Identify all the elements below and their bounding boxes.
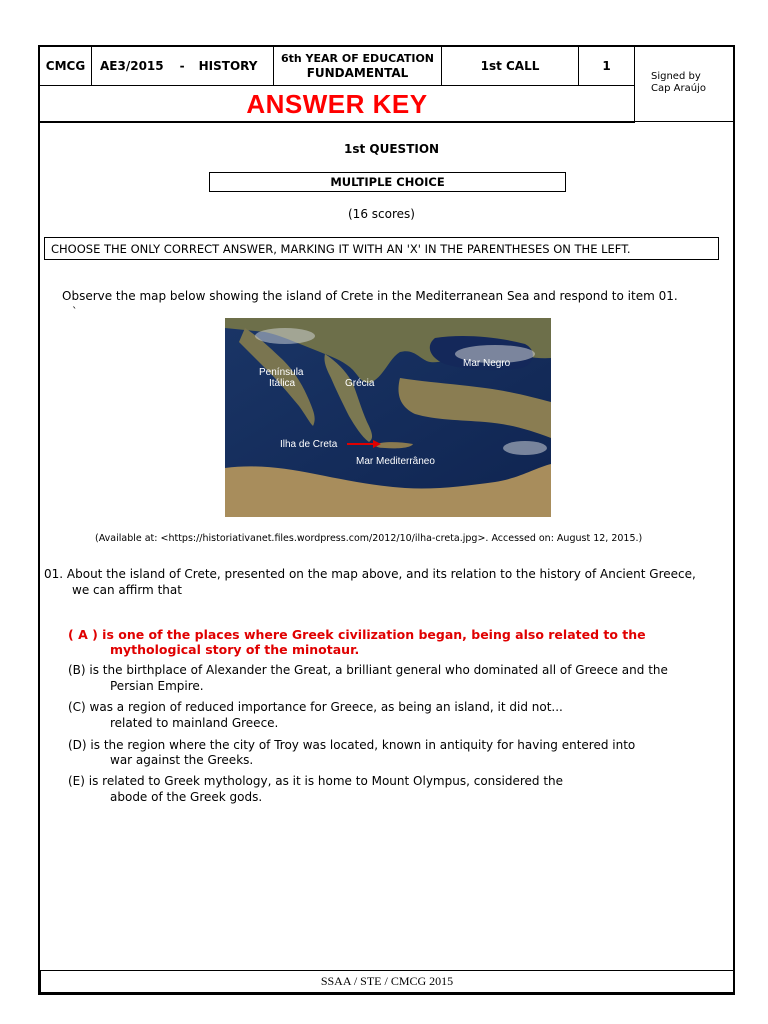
header-school [40,47,92,86]
option-a-line-1: ( A ) is one of the places where Greek civilization began, being also related to the [68,627,646,642]
header-call [442,47,579,86]
option-e-line-2: abode of the Greek gods. [110,790,263,804]
option-b-line-1: (B) is the birthplace of Alexander the Great, a brilliant general who dominated all of Greece and the [68,663,668,677]
school-label: CMCG [45,59,86,73]
year-line-1: 6th YEAR OF EDUCATION [280,52,435,65]
instruction-box [44,237,719,260]
satellite-map-image [225,318,551,517]
option-b-line-2: Persian Empire. [110,679,204,693]
label-crete: Ilha de Creta [280,439,338,450]
answer-key-title: ANSWER KEY [246,88,428,119]
label-peninsula-1: Península [259,367,304,378]
page-footer [40,970,734,993]
header-year [274,47,442,86]
crete-map [225,318,551,517]
label-peninsula-2: Itálica [269,378,296,389]
option-d-line-1: (D) is the region where the city of Troy was located, known in antiquity for having entered into [68,738,636,752]
item-stem-line-2: we can affirm that [72,583,182,597]
question-type-box [209,172,566,192]
map-caption: (Available at: <https://historiativanet.files.wordpress.com/2012/10/ilha-creta.jpg>. Accessed on: August 12, 2015.) [95,533,643,544]
option-c-line-1: (C) was a region of reduced importance for Greece, as being an island, it did not... [68,700,563,714]
header-divider [40,121,735,122]
signature-box [635,47,735,121]
signer-name: Cap Araújo [651,83,706,94]
footer-text: SSAA / STE / CMCG 2015 [320,974,454,988]
signed-by: Signed by [651,71,701,82]
item-stem-line-1: 01. About the island of Crete, presented on the map above, and its relation to the history of Ancient Greece, [44,567,696,581]
label-greece: Grécia [345,378,375,389]
label-mediterranean: Mar Mediterrâneo [356,456,435,467]
exam-code: AE3/2015 [100,59,164,73]
option-e-line-1: (E) is related to Greek mythology, as it is home to Mount Olympus, considered the [68,774,564,788]
label-black-sea: Mar Negro [463,358,511,369]
question-heading: 1st QUESTION [344,142,440,156]
instruction-text: CHOOSE THE ONLY CORRECT ANSWER, MARKING IT WITH AN 'X' IN THE PARENTHESES ON THE LEFT. [51,241,631,256]
header-page [579,47,635,86]
header-exam [92,47,274,86]
question-type: MULTIPLE CHOICE [330,175,445,189]
stray-mark: ` [72,305,78,318]
call-label: 1st CALL [480,59,540,73]
year-line-2: FUNDAMENTAL [306,66,409,80]
exam-dash: - [179,59,185,73]
option-d-line-2: war against the Greeks. [110,753,254,767]
option-a-line-2: mythological story of the minotaur. [110,642,360,657]
option-c-line-2: related to mainland Greece. [110,716,279,730]
question-scores: (16 scores) [348,207,415,221]
page-number: 1 [602,59,611,73]
exam-subject: HISTORY [198,59,258,73]
answer-key-title-row [40,86,635,123]
map-intro: Observe the map below showing the island of Crete in the Mediterranean Sea and respond to item 01. [62,289,678,303]
